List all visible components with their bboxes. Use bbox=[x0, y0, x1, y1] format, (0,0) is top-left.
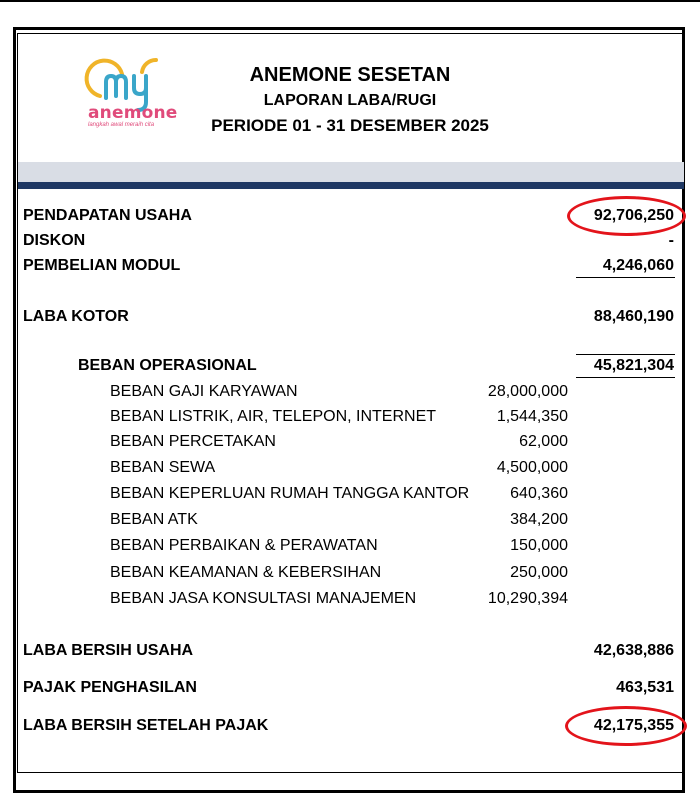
revenue-label: PENDAPATAN USAHA bbox=[23, 207, 192, 224]
opex-item-label: BEBAN GAJI KARYAWAN bbox=[110, 383, 298, 400]
opex-underline bbox=[576, 377, 675, 378]
opex-item-label: BEBAN PERCETAKAN bbox=[110, 433, 276, 450]
tax-value: 463,531 bbox=[616, 679, 674, 696]
opex-overline bbox=[576, 354, 675, 355]
tax-label: PAJAK PENGHASILAN bbox=[23, 679, 197, 696]
operating-profit-value: 42,638,886 bbox=[593, 642, 674, 659]
opex-value: 45,821,304 bbox=[593, 357, 674, 374]
opex-item-value: 1,544,350 bbox=[496, 408, 568, 425]
gross-profit-value: 88,460,190 bbox=[593, 308, 674, 325]
purchase-value: 4,246,060 bbox=[602, 257, 674, 274]
opex-item-value: 384,200 bbox=[510, 511, 568, 528]
bottom-inner-line bbox=[17, 772, 685, 773]
logo-wordmark: anemone bbox=[88, 103, 178, 123]
opex-item-label: BEBAN KEAMANAN & KEBERSIHAN bbox=[110, 564, 382, 581]
opex-label: BEBAN OPERASIONAL bbox=[78, 357, 257, 374]
opex-item-value: 62,000 bbox=[519, 433, 568, 450]
opex-item-value: 250,000 bbox=[510, 564, 568, 581]
opex-item-value: 640,360 bbox=[510, 485, 568, 502]
revenue-highlight-ring bbox=[567, 196, 686, 236]
opex-item-value: 150,000 bbox=[510, 537, 568, 554]
opex-item-value: 10,290,394 bbox=[487, 590, 568, 607]
purchase-underline bbox=[576, 277, 675, 278]
opex-item-label: BEBAN JASA KONSULTASI MANAJEMEN bbox=[110, 590, 417, 607]
inner-frame bbox=[17, 33, 685, 772]
discount-value: - bbox=[668, 232, 674, 249]
net-profit-highlight-ring bbox=[565, 706, 687, 746]
company-name: ANEMONE SESETAN bbox=[249, 64, 451, 86]
top-border-line bbox=[0, 0, 700, 2]
net-profit-value: 42,175,355 bbox=[593, 717, 674, 734]
opex-item-label: BEBAN SEWA bbox=[110, 459, 216, 476]
logo-tagline: langkah awal meraih cita bbox=[88, 122, 155, 128]
report-title: LAPORAN LABA/RUGI bbox=[263, 92, 437, 109]
discount-label: DISKON bbox=[23, 232, 86, 249]
report-period: PERIODE 01 - 31 DESEMBER 2025 bbox=[211, 116, 489, 135]
opex-item-value: 28,000,000 bbox=[487, 383, 568, 400]
operating-profit-label: LABA BERSIH USAHA bbox=[23, 642, 194, 659]
header-band-grey bbox=[18, 162, 684, 182]
opex-item-label: BEBAN ATK bbox=[110, 511, 198, 528]
opex-item-value: 4,500,000 bbox=[496, 459, 568, 476]
opex-item-label: BEBAN KEPERLUAN RUMAH TANGGA KANTOR bbox=[110, 485, 470, 502]
opex-item-label: BEBAN LISTRIK, AIR, TELEPON, INTERNET bbox=[110, 408, 437, 425]
opex-item-label: BEBAN PERBAIKAN & PERAWATAN bbox=[110, 537, 378, 554]
revenue-value: 92,706,250 bbox=[593, 207, 674, 224]
net-profit-label: LABA BERSIH SETELAH PAJAK bbox=[23, 717, 269, 734]
purchase-label: PEMBELIAN MODUL bbox=[23, 257, 181, 274]
header-band-navy bbox=[18, 182, 684, 189]
gross-profit-label: LABA KOTOR bbox=[23, 308, 129, 325]
